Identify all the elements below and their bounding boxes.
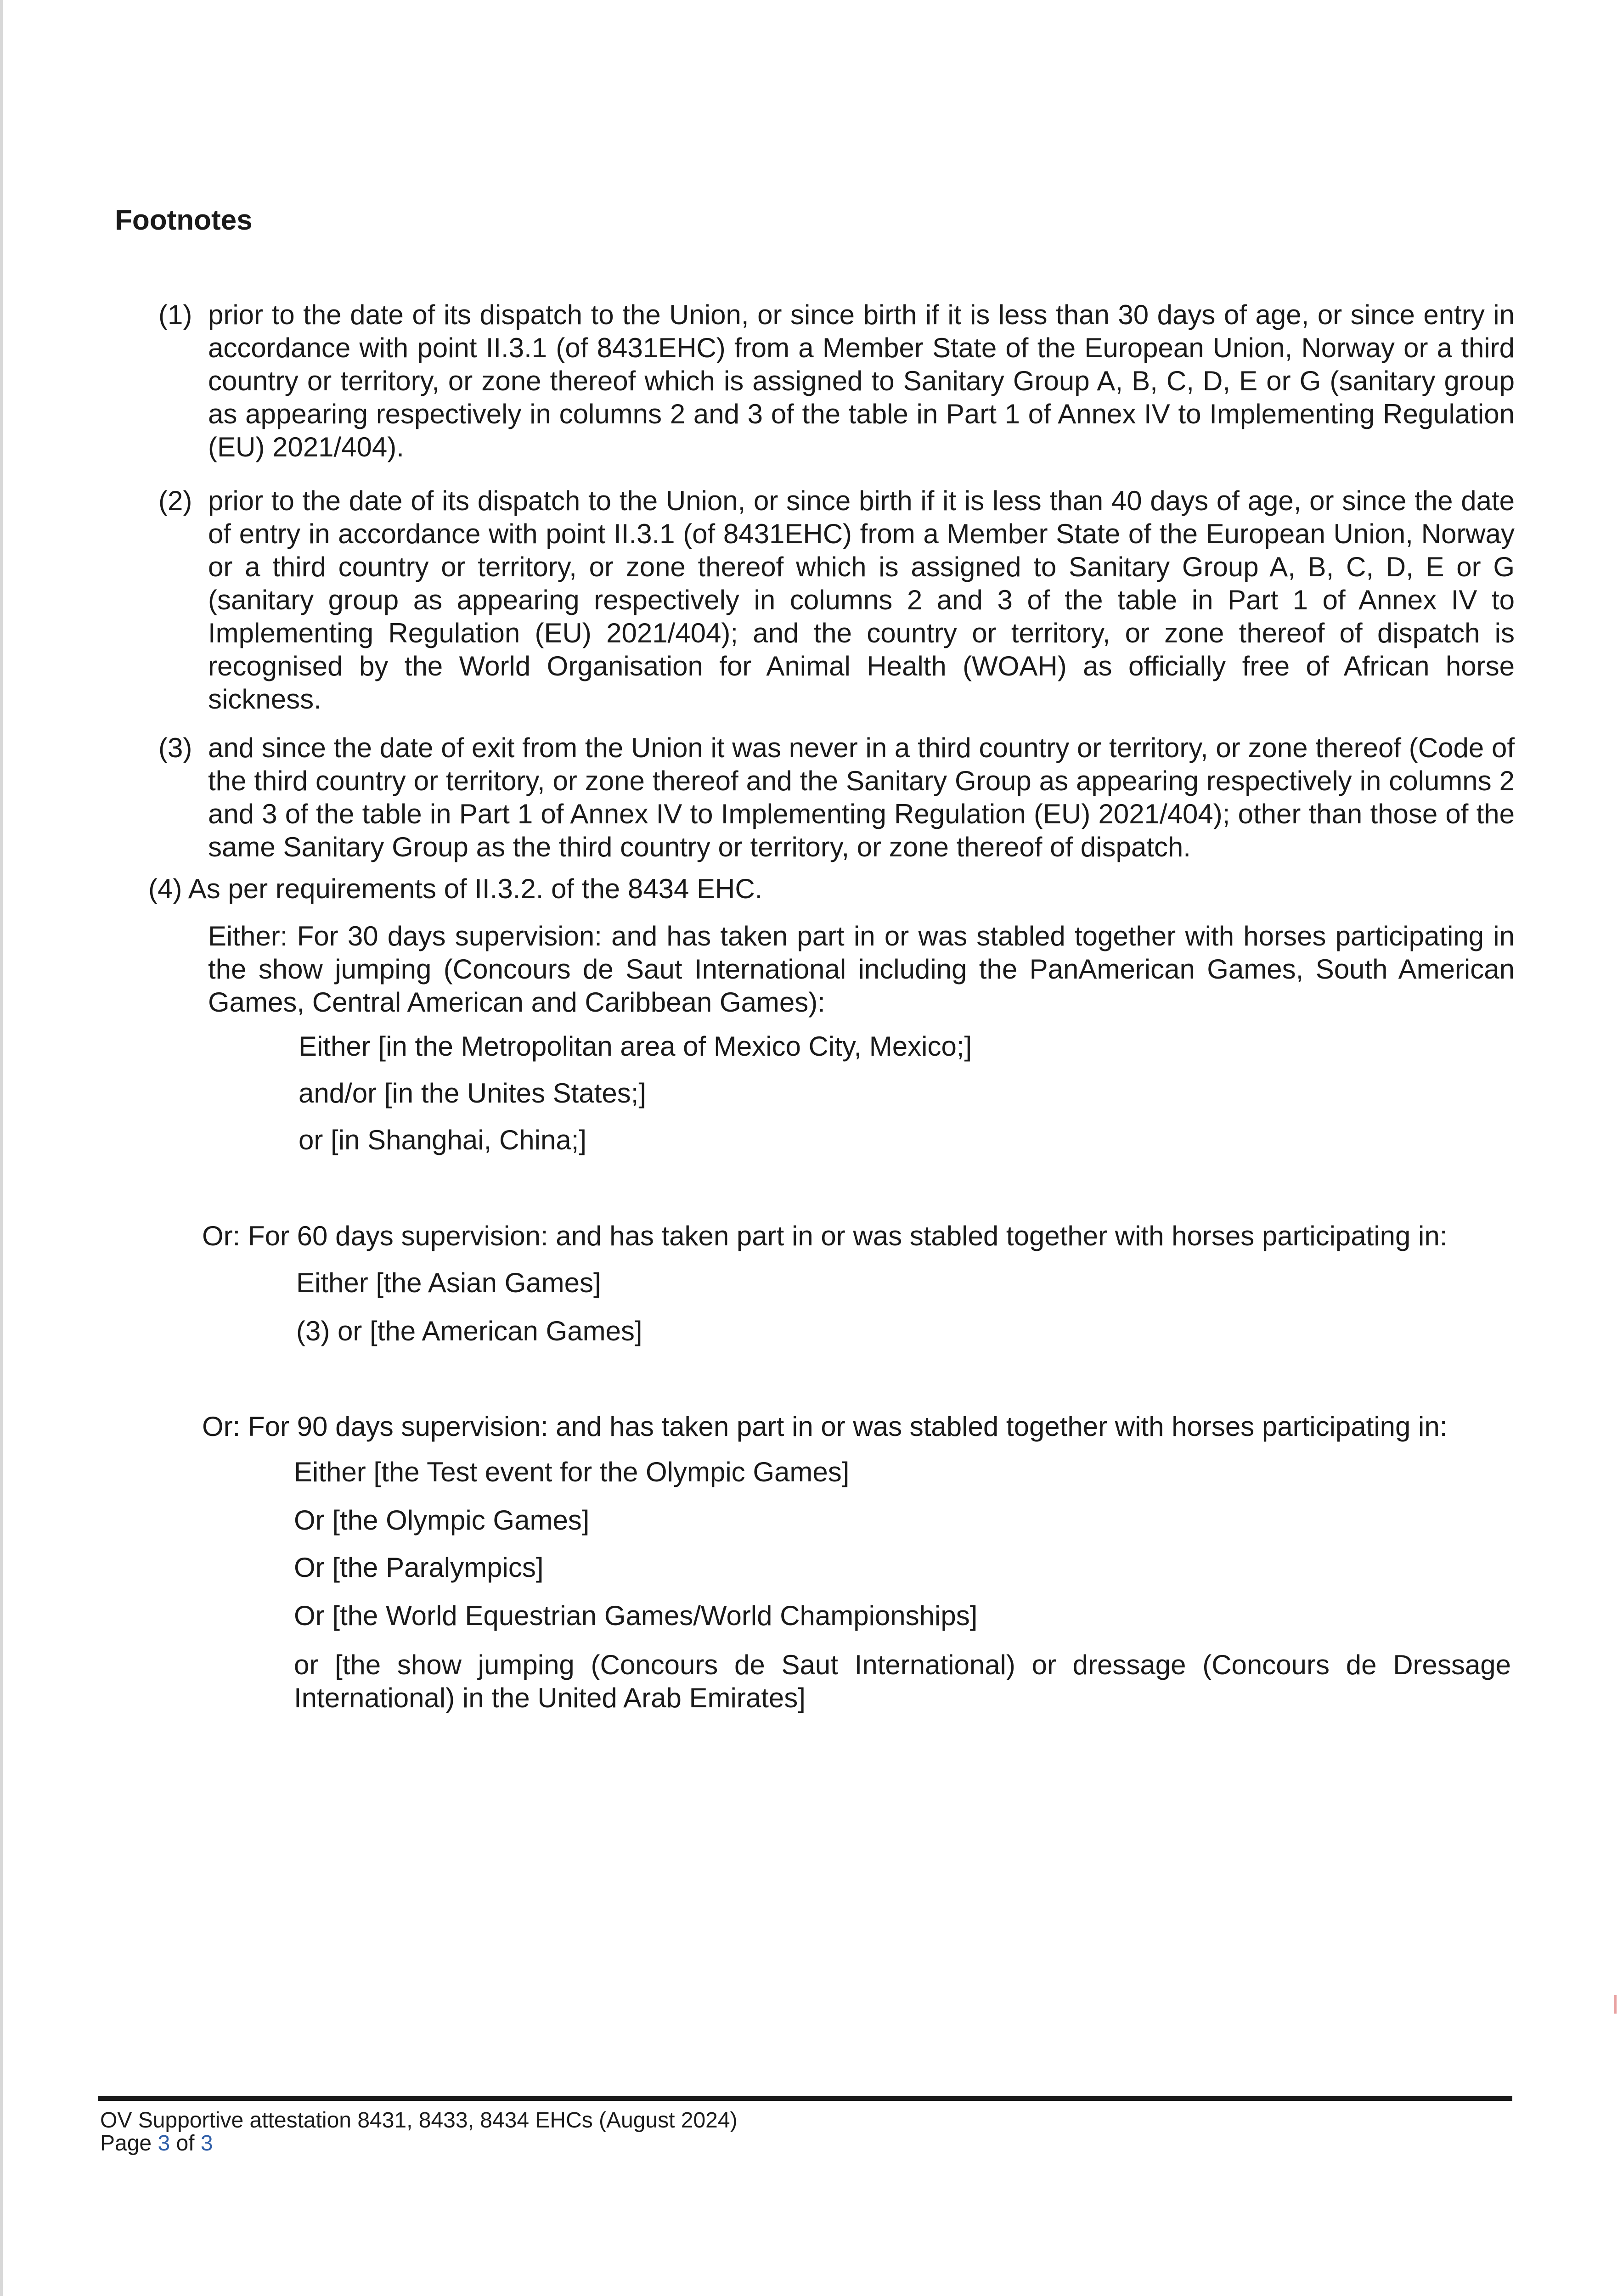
supervision-30-intro: Either: For 30 days supervision: and has taken part in or was stabled together with horses participating in the show jumping (Concours de Saut International including the PanAmerican Games, South American Games, Central American and Caribbean Games): [208,921,1515,1018]
footnote-number: (1) [158,299,192,330]
footnote-text: prior to the date of its dispatch to the Union, or since birth if it is less than 30 days of age, or since entry in accordance with point II.3.1 (of 8431EHC) from a Member State of the European Union, Norway or a third country or territory, or zone thereof which is assigned to Sanitary Group A, B, C, D, E or G (sanitary group as appearing respectively in columns 2 and 3 of the table in Part 1 of Annex IV to Implementing Regulation (EU) 2021/404). [208,299,1515,462]
supervision-30-option: or [in Shanghai, China;] [299,1125,587,1155]
supervision-90-option: Or [the Olympic Games] [294,1505,590,1536]
supervision-30-option: and/or [in the Unites States;] [299,1078,647,1109]
page-of: of [170,2131,201,2155]
supervision-60-intro: Or: For 60 days supervision: and has taken part in or was stabled together with horses participating in: [202,1221,1448,1251]
supervision-60-option: (3) or [the American Games] [296,1316,642,1346]
footer-divider [98,2096,1512,2101]
footnote-1 [158,298,1515,464]
page-number [100,2131,213,2156]
supervision-90-option: Either [the Test event for the Olympic Games] [294,1457,850,1487]
scan-margin-mark [1614,1995,1617,2014]
footnote-4: (4) As per requirements of II.3.2. of the 8434 EHC. [148,873,763,904]
footnote-text: and since the date of exit from the Union it was never in a third country or territory, or zone thereof (Code of the third country or territory, or zone thereof and the Sanitary Group as appearing respectively in columns 2 and 3 of the table in Part 1 of Annex IV to Implementing Regulation (EU) 2021/404); other than those of the same Sanitary Group as the third country or territory, or zone thereof of dispatch. [208,732,1515,862]
supervision-60-option: Either [the Asian Games] [296,1267,601,1298]
page-current: 3 [158,2131,170,2155]
supervision-90-intro: Or: For 90 days supervision: and has taken part in or was stabled together with horses participating in: [202,1411,1448,1442]
footnote-3 [158,732,1515,864]
footnote-text: prior to the date of its dispatch to the Union, or since birth if it is less than 40 days of age, or since the date of entry in accordance with point II.3.1 (of 8431EHC) from a Member State of the European Union, Norway or a third country or territory, or zone thereof which is assigned to Sanitary Group A, B, C, D, E or G (sanitary group as appearing respectively in columns 2 and 3 of the table in Part 1 of Annex IV to Implementing Regulation (EU) 2021/404); and the country or territory, or zone thereof of dispatch is recognised by the World Organisation for Animal Health (WOAH) as officially free of African horse sickness. [208,485,1515,715]
supervision-90-option: Or [the World Equestrian Games/World Championships] [294,1600,978,1631]
page-total: 3 [200,2131,213,2155]
footnote-number: (2) [158,485,192,516]
supervision-30-option: Either [in the Metropolitan area of Mexico City, Mexico;] [299,1031,972,1062]
page-prefix: Page [100,2131,158,2155]
scan-edge [0,0,3,2296]
supervision-90-option: Or [the Paralympics] [294,1552,544,1583]
supervision-90-option: or [the show jumping (Concours de Saut International) or dressage (Concours de Dressage International) in the United Arab Emirates] [294,1649,1511,1713]
footnote-2 [158,484,1515,716]
footnote-number: (3) [158,732,192,763]
footer-title: OV Supportive attestation 8431, 8433, 8434 EHCs (August 2024) [100,2108,738,2133]
footnotes-heading: Footnotes [115,204,253,236]
